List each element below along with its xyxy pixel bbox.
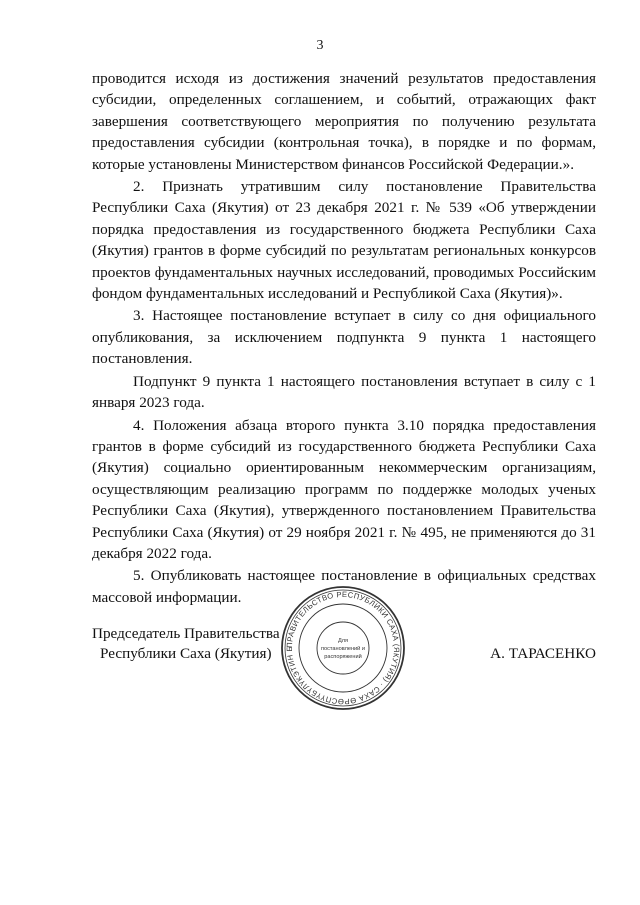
- seal-center-line3: распоряжений: [324, 654, 362, 660]
- signatory-title-line1: Председатель Правительства: [92, 625, 280, 642]
- signatory-name: А. ТАРАСЕНКО: [490, 645, 596, 662]
- signatory-title-line2: Республики Саха (Якутия): [100, 645, 272, 662]
- paragraph-item-5: 5. Опубликовать настоящее постановление в официальных средствах массовой информации.: [92, 567, 596, 606]
- seal-center-line1: Для: [337, 638, 349, 644]
- official-seal-stamp: [279, 584, 407, 712]
- signature-block: [92, 589, 596, 734]
- document-body: [92, 68, 596, 608]
- paragraph-item-2: 2. Признать утратившим силу постановление Правительства Республики Саха (Якутия) от 23 декабря 2021 г. № 539 «Об утверждении порядка предоставления из государственного бюджета Республики Саха (Якутия) грантов в форме субсидий по результатам региональных конкурсов проектов фундаментальных научных исследований, проводимых Российским фондом фундаментальных исследований и Республикой Саха (Якутия)».: [92, 178, 596, 303]
- seal-center-line2: постановлений и: [321, 646, 365, 652]
- page-number: 3: [316, 38, 324, 53]
- paragraph-subitem-note: Подпункт 9 пункта 1 настоящего постановления вступает в силу с 1 января 2023 года.: [92, 372, 596, 412]
- paragraph-continuation: проводится исходя из достижения значений результатов предоставления субсидии, определенных соглашением, и событий, отражающих факт завершения соответствующего мероприятия по получению результата предоставления субсидии (контрольная точка), в порядке и по формам, которые установлены Министерством финансов Российской Федерации.».: [92, 70, 596, 173]
- signatory-title: [92, 624, 280, 664]
- seal-outer-text: ПРАВИТЕЛЬСТВО РЕСПУБЛИКИ САХА (ЯКУТИЯ) · САХА ӨРӨСПҮҮБҮЛҮКЭТИН Б: [284, 589, 402, 707]
- seal-graphic: [279, 584, 407, 712]
- paragraph-item-4: 4. Положения абзаца второго пункта 3.10 порядка предоставления грантов в форме субсидий из государственного бюджета Республики Саха (Якутия) социально ориентированным некоммерческим организациям, осуществляющим реализацию программ по поддержке молодых ученых Республики Саха (Якутия), утвержденного постановлением Правительства Республики Саха (Якутия) от 29 ноября 2021 г. № 495, не применяются до 31 декабря 2022 года.: [92, 416, 596, 562]
- paragraph-item-3: 3. Настоящее постановление вступает в силу со дня официального опубликования, за исключением подпункта 9 пункта 1 настоящего постановления.: [92, 307, 596, 368]
